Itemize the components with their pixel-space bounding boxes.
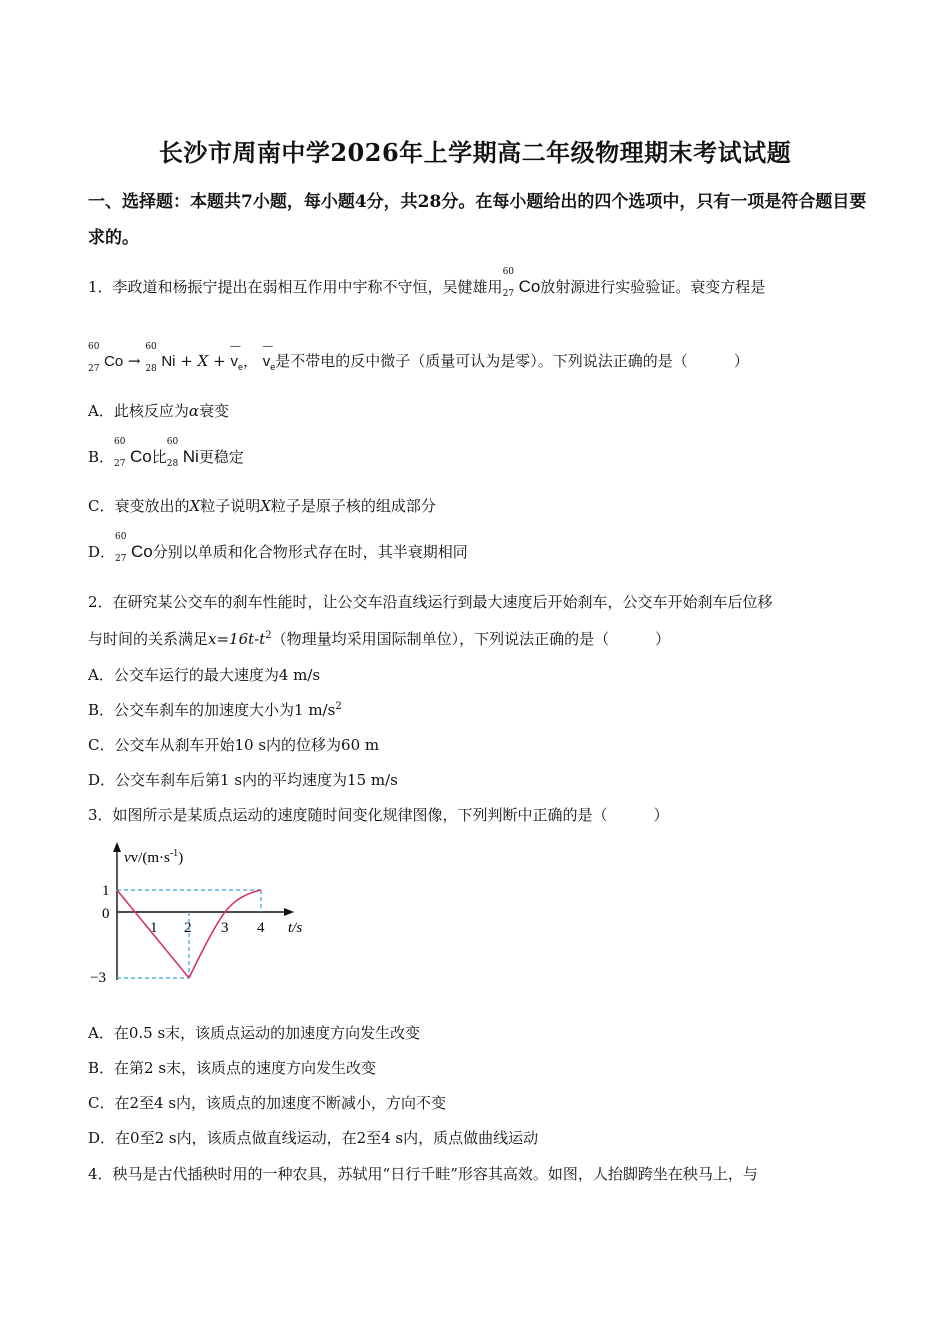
y-label-main: v/(m·s (130, 850, 170, 866)
q2-b-sup: 2 (335, 701, 342, 712)
d-co-z: 27 (115, 554, 127, 564)
q2-equation: x=16t-t (208, 630, 266, 648)
q1-b-mid: 比 (151, 448, 167, 466)
q3-option-a: A．在0.5 s末，该质点运动的加速度方向发生改变 (88, 1024, 421, 1042)
q1-c-x1: X (189, 497, 201, 515)
y-axis-arrow (113, 842, 121, 852)
eq-ni-nuclide (145, 342, 176, 374)
q3-number: 3． (88, 806, 113, 824)
antineutrino-sub-2: e (270, 362, 276, 372)
q1-a-text-a: 此核反应为 (113, 402, 189, 420)
q2-line2-b: （物理量均采用国际制单位），下列说法正确的是（ (271, 630, 610, 648)
q3-option-c: C．在2至4 s内，该质点的加速度不断减小，方向不变 (88, 1094, 447, 1112)
q3-text: 如图所示是某质点运动的速度随时间变化规律图像，下列判断中正确的是（ (112, 806, 608, 824)
x-tick-1: 1 (150, 920, 158, 936)
eq-co-symbol: Co (104, 353, 124, 370)
y-axis-label: $vv/(m\cdot s^{-1})$ (124, 848, 184, 866)
b-ni-symbol: Ni (182, 447, 199, 466)
antineutrino-bar: — (230, 341, 241, 352)
co60-nuclide (502, 267, 541, 299)
antineutrino-v: v (230, 353, 238, 370)
q1-b-label: B． (88, 448, 115, 466)
x-tick-4: 4 (257, 920, 265, 936)
q1-a-text-b: 衰变 (199, 402, 230, 420)
y-label-end: ) (178, 850, 184, 866)
q2-eq-sup: 2 (265, 630, 272, 641)
d-co-mass: 60 (115, 532, 127, 542)
y-label-sup: -1 (169, 848, 179, 859)
q1-comma: ， (242, 352, 258, 370)
q1-option-b (88, 437, 244, 469)
eq-plus: + (180, 352, 193, 370)
q1-number: 1． (88, 278, 113, 296)
antineutrino-v-2: v (262, 353, 271, 370)
q3-option-d: D．在0至2 s内，该质点做直线运动，在2至4 s内，质点做曲线运动 (88, 1129, 539, 1147)
x-tick-2: 2 (184, 920, 192, 936)
eq-ni-z: 28 (145, 364, 157, 374)
velocity-time-graph (88, 840, 328, 990)
co-symbol: Co (518, 277, 541, 296)
q1-option-c (88, 495, 436, 516)
section-heading: 一、选择题：本题共7小题，每小题4分，共28分。在每小题给出的四个选项中，只有一项是符合题目要求的。 (88, 192, 867, 248)
q2-option-b (88, 699, 342, 720)
q1-a-alpha: α (188, 402, 199, 420)
q2-option-d: D．公交车刹车后第1 s内的平均速度为15 m/s (88, 771, 398, 789)
q2-number: 2． (88, 593, 113, 611)
antineutrino-symbol (230, 341, 243, 372)
q1-text-c: 是不带电的反中微子（质量可认为是零）。下列说法正确的是（ (275, 352, 688, 370)
antineutrino-bar-2: — (262, 341, 273, 352)
co-z: 27 (502, 289, 515, 299)
b-co-mass: 60 (114, 437, 126, 447)
q3-option-b: B．在第2 s末，该质点的速度方向发生改变 (88, 1059, 377, 1077)
q1-option-a (88, 400, 229, 421)
b-ni-nuclide (166, 437, 199, 469)
eq-x: X (197, 352, 209, 370)
q1-option-d (88, 532, 468, 564)
x-axis-label: t/s (288, 920, 303, 936)
page-title: 长沙市周南中学2026年上学期高二年级物理期末考试试题 (158, 138, 792, 167)
eq-co-z: 27 (88, 364, 100, 374)
y-tick-1: 1 (102, 883, 110, 899)
q1-d-text: 分别以单质和化合物形式存在时，其半衰期相同 (152, 543, 468, 561)
x-axis-arrow (284, 908, 294, 916)
q1-b-text: 更稳定 (198, 448, 244, 466)
q1-line2 (88, 341, 749, 374)
q1-c-text-c: 粒子是原子核的组成部分 (270, 497, 436, 515)
q2-line1 (88, 591, 773, 612)
q2-b-text: B．公交车刹车的加速度大小为1 m/s (88, 701, 336, 719)
q1-c-label: C． (88, 497, 115, 515)
co-mass: 60 (502, 267, 515, 277)
q3-close: ） (653, 806, 669, 824)
eq-co-nuclide (88, 342, 124, 374)
antineutrino-symbol-2 (262, 341, 276, 372)
q4-number: 4． (88, 1165, 113, 1183)
y-tick-neg3: −3 (90, 970, 106, 986)
q1-close: ） (733, 352, 749, 370)
b-co-symbol: Co (130, 447, 152, 466)
q1-c-x2: X (260, 497, 271, 515)
eq-arrow: → (127, 352, 141, 370)
q2-line1-text: 在研究某公交车的刹车性能时，让公交车沿直线运行到最大速度后开始刹车，公交车开始刹车后位移 (112, 593, 773, 611)
q2-line2-a: 与时间的关系满足 (88, 630, 209, 648)
b-ni-mass: 60 (166, 437, 179, 447)
q4-text: 秧马是古代插秧时用的一种农具，苏轼用“日行千畦”形容其高效。如图，人抬脚跨坐在秧马上，与 (112, 1165, 758, 1183)
q2-line2 (88, 628, 670, 649)
q1-a-label: A． (88, 402, 114, 420)
q2-option-a: A．公交车运行的最大速度为4 m/s (88, 666, 321, 684)
q1-d-label: D． (88, 543, 116, 561)
b-co-z: 27 (114, 459, 126, 469)
q2-close: ） (655, 630, 671, 648)
q2-option-c: C．公交车从刹车开始10 s内的位移为60 m (88, 736, 380, 754)
q1-text-a: 李政道和杨振宁提出在弱相互作用中宇称不守恒，吴健雄用 (112, 278, 503, 296)
d-co-symbol: Co (131, 542, 153, 561)
eq-co-mass: 60 (88, 342, 100, 352)
q1-line1 (88, 267, 766, 299)
b-co-nuclide (114, 437, 152, 469)
q4-stem (88, 1163, 758, 1184)
y-tick-0: 0 (102, 906, 110, 922)
x-tick-3: 3 (221, 920, 229, 936)
d-co-nuclide (115, 532, 153, 564)
q1-c-text-a: 衰变放出的 (114, 497, 190, 515)
q1-text-b: 放射源进行实验验证。衰变方程是 (540, 278, 766, 296)
antineutrino-sub: e (237, 362, 243, 372)
eq-plus-2: + (213, 352, 226, 370)
eq-ni-mass: 60 (145, 342, 157, 352)
velocity-linear-segment (117, 890, 189, 978)
q1-c-text-b: 粒子说明 (200, 497, 261, 515)
q3-stem (88, 804, 669, 825)
b-ni-z: 28 (166, 459, 179, 469)
eq-ni-symbol: Ni (161, 353, 176, 370)
